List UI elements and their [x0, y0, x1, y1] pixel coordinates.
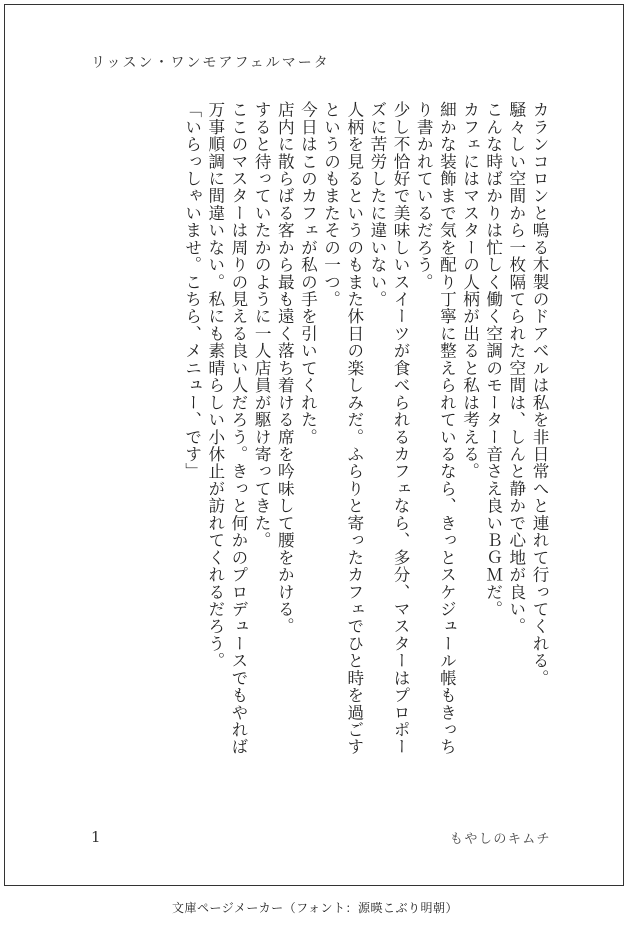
text-line: カフェにはマスターの人柄が出ると私は考える。 [460, 101, 480, 480]
text-line: 万事順調に間違いない。私にも素晴らしい小休止が訪れてくれるだろう。 [205, 101, 225, 670]
book-page [4, 4, 624, 886]
text-line: 「いらっしゃいませ。こちら、メニュー、です」 [182, 101, 202, 480]
text-line: 人柄を見るというのもまた休日の楽しみだ。ふらりと寄ったカフェでひと時を過ごす [344, 101, 364, 756]
generator-caption: 文庫ページメーカー（フォント：源暎こぶり明朝） [171, 901, 459, 915]
text-line: り書かれているだろう。 [414, 101, 434, 291]
text-line: 店内に散らばる客から最も遠く落ち着ける席を吟味して腰をかける。 [275, 101, 295, 635]
text-line: 今日はこのカフェが私の手を引いてくれた。 [298, 101, 318, 446]
text-line: というのもまたその一つ。 [321, 101, 341, 308]
text-line: こんな時ばかりは忙しく働く空調のモーター音さえ良いＢＧＭだ。 [483, 101, 503, 618]
text-line: カランコロンと鳴る木製のドアベルは私を非日常へと連れて行ってくれる。 [530, 101, 549, 687]
text-line: 騒々しい空間から一枚隔てられた空間は、しんと静かで心地が良い。 [506, 101, 526, 635]
text-line: すると待っていたかのように一人店員が駆け寄ってきた。 [252, 101, 272, 549]
text-line: 少し不恰好で美味しいスイーツが食べられるカフェなら、多分、マスターはプロポー [391, 101, 411, 756]
author-name: もやしのキムチ [449, 832, 551, 847]
page-title: リッスン・ワンモアフェルマータ [91, 55, 330, 71]
page-number: 1 [91, 828, 101, 846]
text-line: 細かな装飾まで気を配り丁寧に整えられているなら、きっとスケジュール帳もきっち [437, 101, 457, 756]
vertical-body-text [181, 101, 552, 841]
text-line: ズに苦労したに違いない。 [367, 101, 387, 308]
text-line: ここのマスターは周りの見える良い人だろう。きっと何かのプロデュースでもやれば [228, 101, 248, 756]
